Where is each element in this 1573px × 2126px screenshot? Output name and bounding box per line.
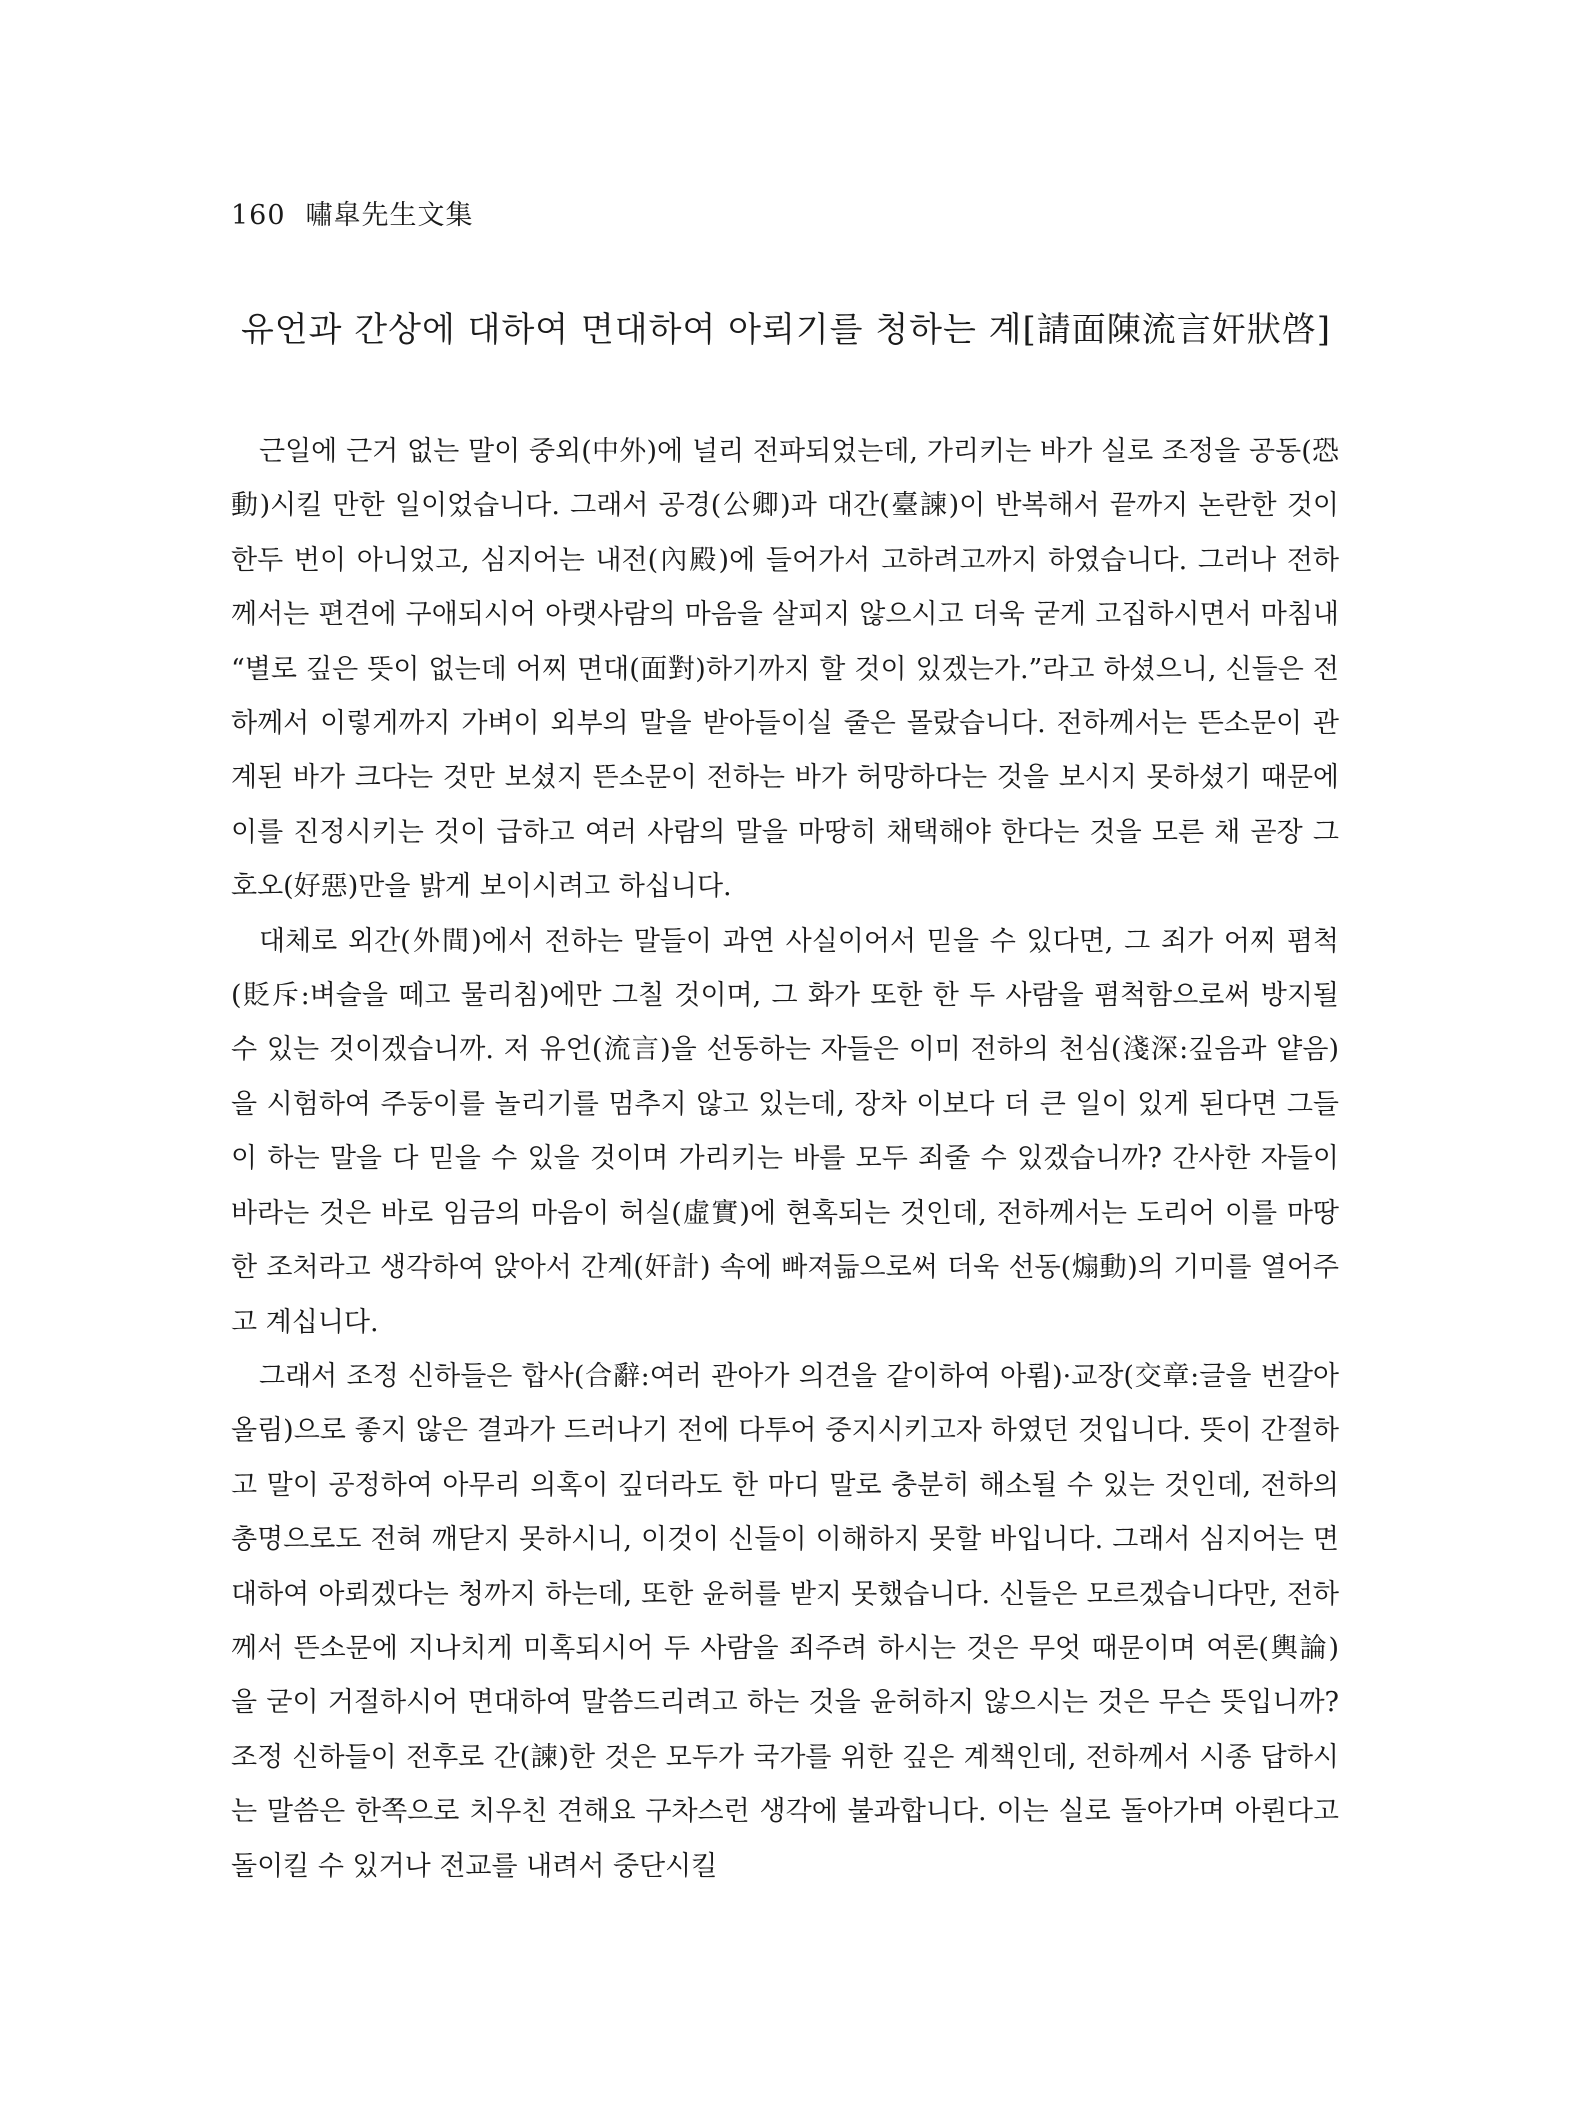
paragraph-2: 대체로 외간(外間)에서 전하는 말들이 과연 사실이어서 믿을 수 있다면, 그 죄가 어찌 폄척(貶斥:벼슬을 떼고 물리침)에만 그칠 것이며, 그 화가 또한 한 두 사람을 폄척함으로써 방지될 수 있는 것이겠습니까. 저 유언(流言)을 선동하는 자들은 이미 전하의 천심(淺深:깊음과 얕음)을 시험하여 주둥이를 놀리기를 멈추지 않고 있는데, 장차 이보다 더 큰 일이 있게 된다면 그들이 하는 말을 다 믿을 수 있을 것이며 가리키는 바를 모두 죄줄 수 있겠습니까? 간사한 자들이 바라는 것은 바로 임금의 마음이 허실(虛實)에 현혹되는 것인데, 전하께서는 도리어 이를 마땅한 조처라고 생각하여 앉아서 간계(奸計) 속에 빠져듦으로써 더욱 선동(煽動)의 기미를 열어주고 계십니다.	[231, 925, 1339, 1338]
paragraph-3: 그래서 조정 신하들은 합사(合辭:여러 관아가 의견을 같이하여 아룀)·교장(交章:글을 번갈아 올림)으로 좋지 않은 결과가 드러나기 전에 다투어 중지시키고자 하였던 것입니다. 뜻이 간절하고 말이 공정하여 아무리 의혹이 깊더라도 한 마디 말로 충분히 해소될 수 있는 것인데, 전하의 총명으로도 전혀 깨닫지 못하시니, 이것이 신들이 이해하지 못할 바입니다. 그래서 심지어는 면대하여 아뢰겠다는 청까지 하는데, 또한 윤허를 받지 못했습니다. 신들은 모르겠습니다만, 전하께서 뜬소문에 지나치게 미혹되시어 두 사람을 죄주려 하시는 것은 무엇 때문이며 여론(輿論)을 굳이 거절하시어 면대하여 말씀드리려고 하는 것을 윤허하지 않으시는 것은 무슨 뜻입니까? 조정 신하들이 전후로 간(諫)한 것은 모두가 국가를 위한 깊은 계책인데, 전하께서 시종 답하시는 말씀은 한쪽으로 치우친 견해요 구차스런 생각에 불과합니다. 이는 실로 돌아가며 아뢴다고 돌이킬 수 있거나 전교를 내려서 중단시킬	[231, 1360, 1339, 1882]
page-number: 160	[231, 200, 286, 231]
book-title: 嘯皐先生文集	[305, 200, 474, 231]
article-body	[231, 425, 1339, 1894]
article-title: 유언과 간상에 대하여 면대하여 아뢰기를 청하는 계[請面陳流言奸狀啓]	[240, 310, 1332, 350]
paragraph-1: 근일에 근거 없는 말이 중외(中外)에 널리 전파되었는데, 가리키는 바가 실로 조정을 공동(恐動)시킬 만한 일이었습니다. 그래서 공경(公卿)과 대간(臺諫)이 반복해서 끝까지 논란한 것이 한두 번이 아니었고, 심지어는 내전(內殿)에 들어가서 고하려고까지 하였습니다. 그러나 전하께서는 편견에 구애되시어 아랫사람의 마음을 살피지 않으시고 더욱 굳게 고집하시면서 마침내 “별로 깊은 뜻이 없는데 어찌 면대(面對)하기까지 할 것이 있겠는가.”라고 하셨으니, 신들은 전하께서 이렇게까지 가벼이 외부의 말을 받아들이실 줄은 몰랐습니다. 전하께서는 뜬소문이 관계된 바가 크다는 것만 보셨지 뜬소문이 전하는 바가 허망하다는 것을 보시지 못하셨기 때문에 이를 진정시키는 것이 급하고 여러 사람의 말을 마땅히 채택해야 한다는 것을 모른 채 곧장 그 호오(好惡)만을 밝게 보이시려고 하십니다.	[231, 436, 1339, 903]
running-header	[231, 193, 474, 232]
